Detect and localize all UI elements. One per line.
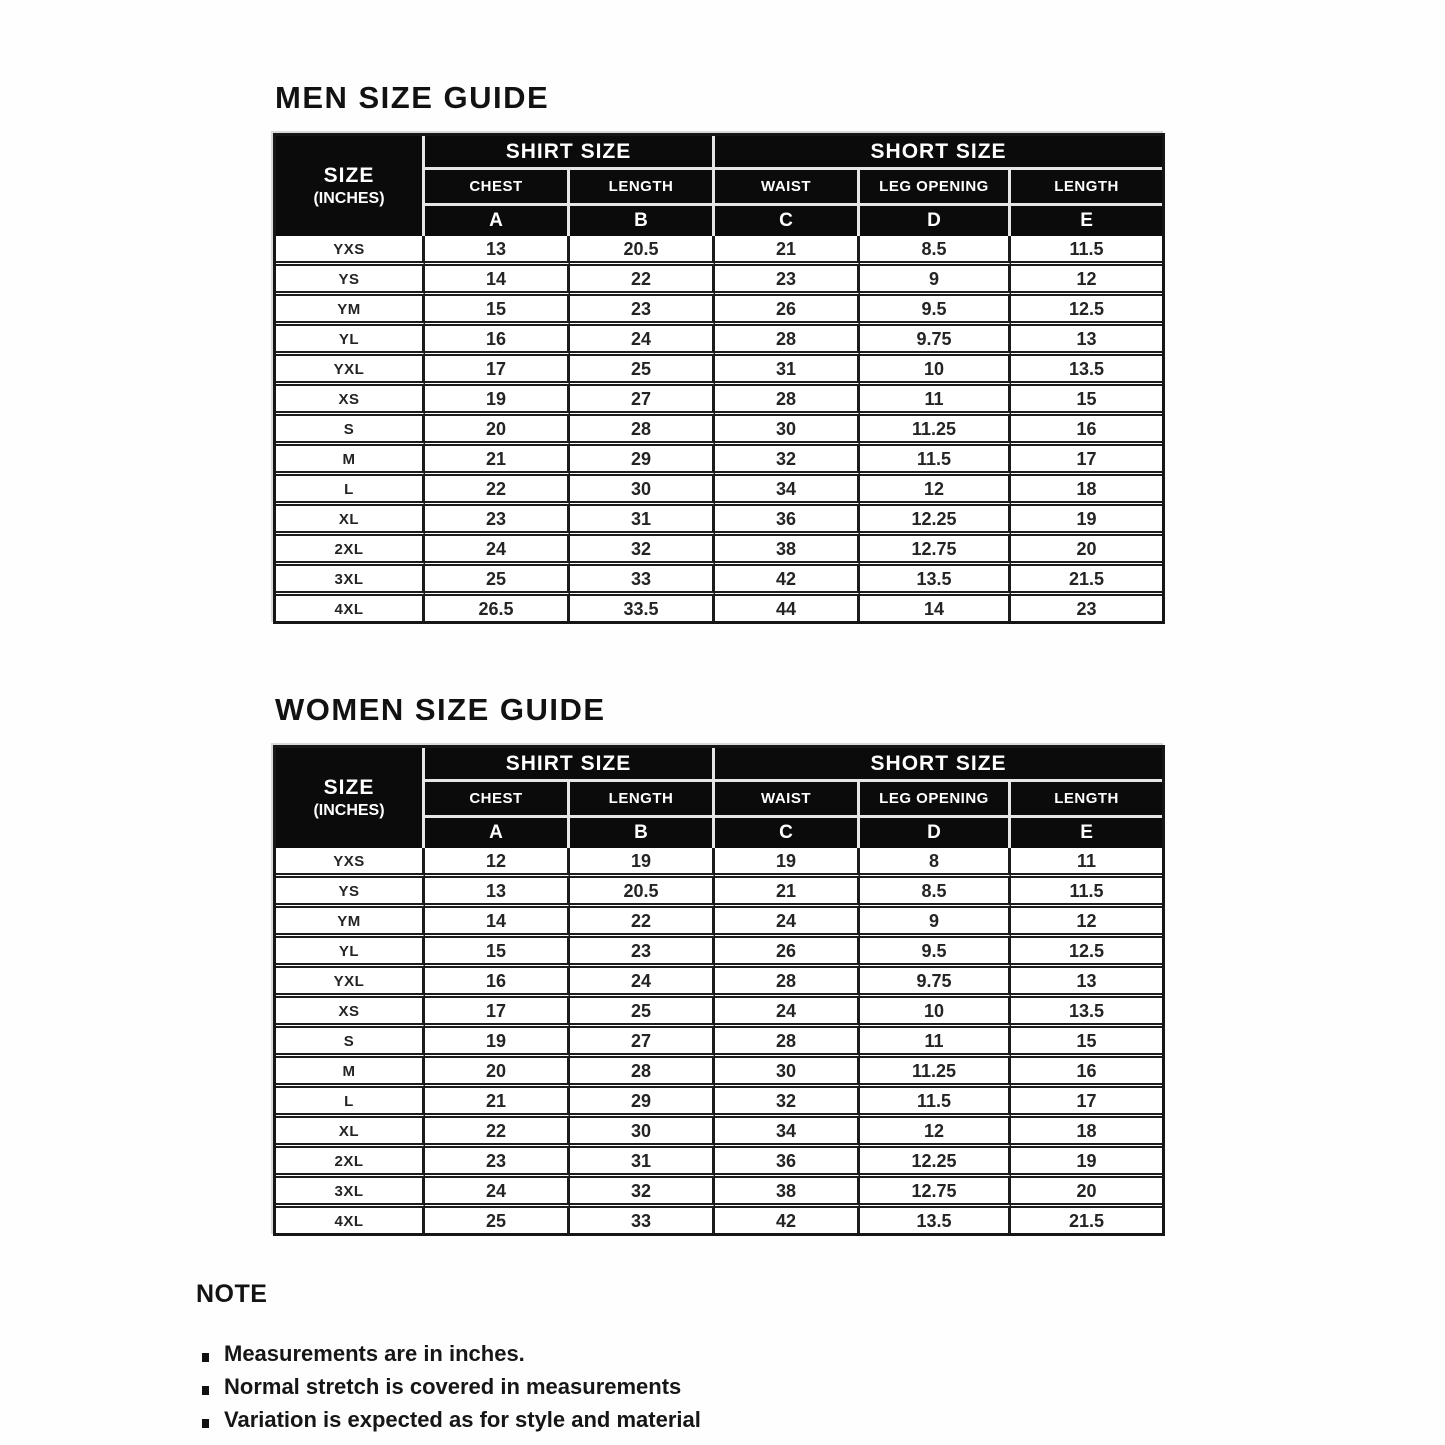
value-cell: 13.5 (860, 1208, 1011, 1233)
value-cell: 12.5 (1011, 938, 1162, 968)
value-cell: 30 (570, 1118, 715, 1148)
value-cell: 34 (715, 1118, 860, 1148)
value-cell: 20 (425, 1058, 570, 1088)
value-cell: 17 (425, 998, 570, 1028)
note-item-text: Variation is expected as for style and material (224, 1407, 701, 1432)
value-cell: 8.5 (860, 878, 1011, 908)
leg-opening-column-header: LEG OPENING (860, 170, 1011, 206)
value-cell: 11 (1011, 848, 1162, 878)
value-cell: 21.5 (1011, 566, 1162, 596)
value-cell: 16 (1011, 1058, 1162, 1088)
value-cell: 11.5 (860, 446, 1011, 476)
value-cell: 13 (1011, 326, 1162, 356)
value-cell: 25 (425, 566, 570, 596)
table-row (276, 326, 1162, 356)
waist-column-header: WAIST (715, 170, 860, 206)
men-size-guide-title: MEN SIZE GUIDE (275, 80, 550, 115)
value-cell: 15 (1011, 386, 1162, 416)
short-size-group-header: SHORT SIZE (715, 748, 1162, 782)
value-cell: 19 (425, 1028, 570, 1058)
value-cell: 42 (715, 1208, 860, 1233)
value-cell: 11.5 (860, 1088, 1011, 1118)
value-cell: 19 (425, 386, 570, 416)
value-cell: 9.75 (860, 968, 1011, 998)
value-cell: 36 (715, 1148, 860, 1178)
size-label-cell: 3XL (276, 566, 425, 596)
value-cell: 30 (570, 476, 715, 506)
value-cell: 23 (570, 296, 715, 326)
value-cell: 9 (860, 908, 1011, 938)
value-cell: 32 (715, 446, 860, 476)
table-row (276, 416, 1162, 446)
table-row (276, 386, 1162, 416)
short-length-column-header: LENGTH (1011, 170, 1162, 206)
value-cell: 12.25 (860, 506, 1011, 536)
table-row (276, 536, 1162, 566)
size-label-cell: 4XL (276, 1208, 425, 1233)
size-label-cell: 2XL (276, 1148, 425, 1178)
value-cell: 27 (570, 1028, 715, 1058)
value-cell: 25 (570, 356, 715, 386)
value-cell: 14 (425, 266, 570, 296)
table-row (276, 878, 1162, 908)
value-cell: 18 (1011, 476, 1162, 506)
value-cell: 30 (715, 416, 860, 446)
letter-a-header: A (425, 818, 570, 848)
value-cell: 22 (425, 476, 570, 506)
value-cell: 19 (1011, 506, 1162, 536)
table-row (276, 848, 1162, 878)
value-cell: 31 (570, 506, 715, 536)
value-cell: 20 (425, 416, 570, 446)
value-cell: 16 (425, 968, 570, 998)
leg-opening-column-header: LEG OPENING (860, 782, 1011, 818)
value-cell: 28 (715, 326, 860, 356)
value-cell: 32 (715, 1088, 860, 1118)
value-cell: 10 (860, 356, 1011, 386)
size-label-cell: YXS (276, 236, 425, 266)
value-cell: 20 (1011, 1178, 1162, 1208)
value-cell: 23 (1011, 596, 1162, 621)
letter-b-header: B (570, 206, 715, 236)
value-cell: 28 (715, 968, 860, 998)
value-cell: 18 (1011, 1118, 1162, 1148)
bullet-square-icon (202, 1353, 209, 1362)
value-cell: 25 (425, 1208, 570, 1233)
value-cell: 12 (860, 476, 1011, 506)
value-cell: 23 (715, 266, 860, 296)
size-label-cell: YM (276, 908, 425, 938)
size-label-cell: YS (276, 266, 425, 296)
size-label-cell: M (276, 446, 425, 476)
value-cell: 23 (425, 506, 570, 536)
value-cell: 44 (715, 596, 860, 621)
women-size-guide-title: WOMEN SIZE GUIDE (275, 692, 606, 727)
value-cell: 16 (1011, 416, 1162, 446)
table-row (276, 596, 1162, 621)
size-label-cell: YXL (276, 968, 425, 998)
value-cell: 38 (715, 536, 860, 566)
value-cell: 11 (860, 386, 1011, 416)
value-cell: 28 (715, 1028, 860, 1058)
note-title: NOTE (196, 1280, 268, 1308)
value-cell: 32 (570, 1178, 715, 1208)
size-label-cell: XS (276, 998, 425, 1028)
value-cell: 9.75 (860, 326, 1011, 356)
table-row (276, 236, 1162, 266)
value-cell: 31 (570, 1148, 715, 1178)
size-label-cell: 4XL (276, 596, 425, 621)
letter-c-header: C (715, 818, 860, 848)
value-cell: 14 (860, 596, 1011, 621)
table-row (276, 1088, 1162, 1118)
value-cell: 21 (715, 878, 860, 908)
value-cell: 24 (715, 908, 860, 938)
value-cell: 34 (715, 476, 860, 506)
size-label-cell: YL (276, 938, 425, 968)
value-cell: 9 (860, 266, 1011, 296)
size-header-unit: (INCHES) (313, 802, 385, 819)
table-row (276, 1208, 1162, 1233)
shirt-length-column-header: LENGTH (570, 782, 715, 818)
value-cell: 36 (715, 506, 860, 536)
letter-b-header: B (570, 818, 715, 848)
table-row (276, 1148, 1162, 1178)
value-cell: 16 (425, 326, 570, 356)
chest-column-header: CHEST (425, 170, 570, 206)
value-cell: 28 (570, 1058, 715, 1088)
value-cell: 24 (570, 326, 715, 356)
value-cell: 13 (425, 878, 570, 908)
value-cell: 11 (860, 1028, 1011, 1058)
value-cell: 13.5 (1011, 356, 1162, 386)
size-label-cell: XL (276, 506, 425, 536)
note-section (196, 1280, 1445, 1433)
value-cell: 20 (1011, 536, 1162, 566)
table-row (276, 1028, 1162, 1058)
size-header-label: SIZE (323, 776, 375, 799)
value-cell: 29 (570, 1088, 715, 1118)
size-inches-header-cell (276, 136, 425, 236)
value-cell: 11.5 (1011, 236, 1162, 266)
letter-a-header: A (425, 206, 570, 236)
size-label-cell: S (276, 416, 425, 446)
short-size-group-header: SHORT SIZE (715, 136, 1162, 170)
size-label-cell: XS (276, 386, 425, 416)
bullet-square-icon (202, 1386, 209, 1395)
size-label-cell: YXS (276, 848, 425, 878)
men-table-header (276, 136, 1162, 236)
value-cell: 21.5 (1011, 1208, 1162, 1233)
value-cell: 21 (425, 446, 570, 476)
table-row (276, 1118, 1162, 1148)
table-row (276, 998, 1162, 1028)
men-size-guide-section (273, 0, 1445, 624)
table-row (276, 356, 1162, 386)
letter-d-header: D (860, 818, 1011, 848)
value-cell: 11.25 (860, 416, 1011, 446)
value-cell: 12 (425, 848, 570, 878)
value-cell: 12 (860, 1118, 1011, 1148)
size-label-cell: YXL (276, 356, 425, 386)
value-cell: 20.5 (570, 878, 715, 908)
women-size-guide-section (273, 624, 1445, 1236)
size-label-cell: XL (276, 1118, 425, 1148)
table-row (276, 1178, 1162, 1208)
table-row (276, 446, 1162, 476)
value-cell: 33 (570, 1208, 715, 1233)
value-cell: 17 (1011, 446, 1162, 476)
note-item (202, 1407, 1445, 1433)
value-cell: 32 (570, 536, 715, 566)
short-length-column-header: LENGTH (1011, 782, 1162, 818)
value-cell: 31 (715, 356, 860, 386)
value-cell: 8.5 (860, 236, 1011, 266)
table-row (276, 938, 1162, 968)
size-label-cell: YL (276, 326, 425, 356)
value-cell: 23 (425, 1148, 570, 1178)
table-row (276, 968, 1162, 998)
value-cell: 12.75 (860, 536, 1011, 566)
note-item (202, 1374, 1445, 1400)
value-cell: 20.5 (570, 236, 715, 266)
shirt-length-column-header: LENGTH (570, 170, 715, 206)
value-cell: 19 (715, 848, 860, 878)
size-label-cell: S (276, 1028, 425, 1058)
value-cell: 12.75 (860, 1178, 1011, 1208)
value-cell: 12 (1011, 908, 1162, 938)
value-cell: 21 (425, 1088, 570, 1118)
note-item (202, 1341, 1445, 1367)
letter-d-header: D (860, 206, 1011, 236)
table-row (276, 566, 1162, 596)
value-cell: 13.5 (1011, 998, 1162, 1028)
value-cell: 8 (860, 848, 1011, 878)
value-cell: 21 (715, 236, 860, 266)
note-list (196, 1341, 1445, 1433)
value-cell: 30 (715, 1058, 860, 1088)
size-header-label: SIZE (323, 164, 375, 187)
value-cell: 24 (570, 968, 715, 998)
value-cell: 19 (570, 848, 715, 878)
note-item-text: Normal stretch is covered in measurements (224, 1374, 682, 1399)
table-row (276, 506, 1162, 536)
value-cell: 22 (570, 266, 715, 296)
value-cell: 15 (1011, 1028, 1162, 1058)
value-cell: 13 (425, 236, 570, 266)
value-cell: 14 (425, 908, 570, 938)
value-cell: 12.5 (1011, 296, 1162, 326)
value-cell: 12 (1011, 266, 1162, 296)
value-cell: 12.25 (860, 1148, 1011, 1178)
waist-column-header: WAIST (715, 782, 860, 818)
value-cell: 26.5 (425, 596, 570, 621)
value-cell: 19 (1011, 1148, 1162, 1178)
women-size-table (273, 745, 1165, 1236)
value-cell: 28 (715, 386, 860, 416)
letter-e-header: E (1011, 206, 1162, 236)
size-label-cell: YS (276, 878, 425, 908)
value-cell: 42 (715, 566, 860, 596)
value-cell: 26 (715, 938, 860, 968)
value-cell: 9.5 (860, 938, 1011, 968)
value-cell: 26 (715, 296, 860, 326)
value-cell: 22 (570, 908, 715, 938)
table-row (276, 266, 1162, 296)
size-label-cell: L (276, 476, 425, 506)
value-cell: 11.5 (1011, 878, 1162, 908)
value-cell: 28 (570, 416, 715, 446)
bullet-square-icon (202, 1419, 209, 1428)
value-cell: 24 (425, 536, 570, 566)
shirt-size-group-header: SHIRT SIZE (425, 748, 715, 782)
women-table-header (276, 748, 1162, 848)
size-header-unit: (INCHES) (313, 190, 385, 207)
letter-e-header: E (1011, 818, 1162, 848)
value-cell: 38 (715, 1178, 860, 1208)
value-cell: 33 (570, 566, 715, 596)
value-cell: 17 (1011, 1088, 1162, 1118)
value-cell: 27 (570, 386, 715, 416)
table-row (276, 296, 1162, 326)
size-label-cell: 2XL (276, 536, 425, 566)
shirt-size-group-header: SHIRT SIZE (425, 136, 715, 170)
value-cell: 25 (570, 998, 715, 1028)
value-cell: 24 (715, 998, 860, 1028)
value-cell: 22 (425, 1118, 570, 1148)
value-cell: 23 (570, 938, 715, 968)
size-label-cell: L (276, 1088, 425, 1118)
value-cell: 10 (860, 998, 1011, 1028)
size-label-cell: YM (276, 296, 425, 326)
size-label-cell: M (276, 1058, 425, 1088)
table-row (276, 908, 1162, 938)
value-cell: 15 (425, 296, 570, 326)
value-cell: 11.25 (860, 1058, 1011, 1088)
letter-c-header: C (715, 206, 860, 236)
women-table-body (276, 848, 1162, 1233)
value-cell: 13.5 (860, 566, 1011, 596)
value-cell: 13 (1011, 968, 1162, 998)
size-inches-header-cell (276, 748, 425, 848)
value-cell: 9.5 (860, 296, 1011, 326)
value-cell: 24 (425, 1178, 570, 1208)
table-row (276, 1058, 1162, 1088)
value-cell: 15 (425, 938, 570, 968)
value-cell: 29 (570, 446, 715, 476)
value-cell: 17 (425, 356, 570, 386)
men-size-table (273, 133, 1165, 624)
chest-column-header: CHEST (425, 782, 570, 818)
note-item-text: Measurements are in inches. (224, 1341, 525, 1366)
size-label-cell: 3XL (276, 1178, 425, 1208)
table-row (276, 476, 1162, 506)
value-cell: 33.5 (570, 596, 715, 621)
men-table-body (276, 236, 1162, 621)
